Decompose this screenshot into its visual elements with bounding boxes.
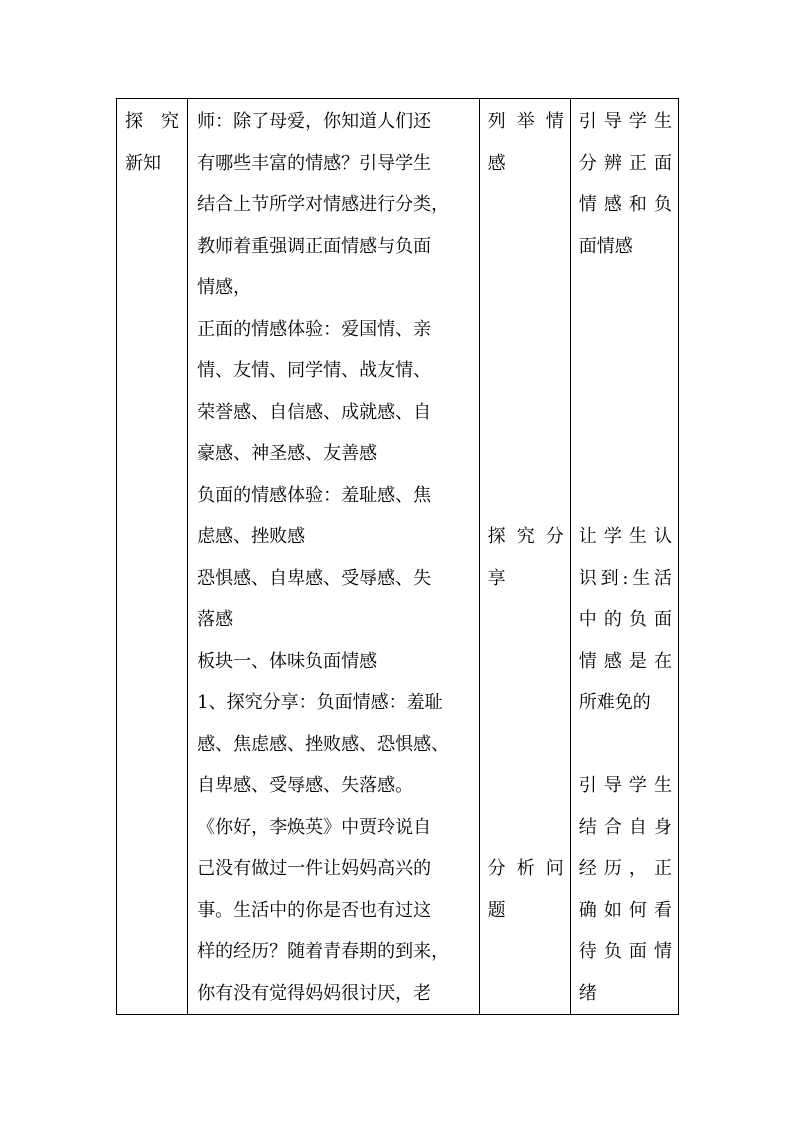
intent-line: 引导学生	[578, 111, 672, 132]
spacer	[488, 807, 564, 849]
teacher-line: 荣誉感、自信感、成就感、自	[197, 401, 432, 423]
teacher-line: 己没有做过一件让妈妈高兴的	[197, 858, 432, 879]
teacher-line: 你有没有觉得妈妈很讨厌，老	[197, 982, 432, 1004]
teacher-line: 1、探究分享：负面情感：羞耻	[197, 692, 443, 713]
teacher-line: 师：除了母爱，你知道人们还	[197, 111, 432, 132]
intent-line: 经历，正	[578, 858, 672, 879]
student-line: 享	[487, 567, 506, 589]
intent-line: 绪	[578, 982, 597, 1004]
teacher-activity-cell	[188, 99, 480, 1015]
teacher-line: 结合上节所学对情感进行分类，	[197, 194, 450, 215]
spacer	[488, 765, 564, 807]
spacer	[488, 599, 564, 641]
spacer	[488, 475, 564, 517]
spacer	[579, 475, 672, 517]
teacher-line: 负面的情感体验：羞耻感、焦	[197, 484, 432, 506]
spacer	[488, 392, 564, 434]
teacher-line: 样的经历？随着青春期的到来，	[197, 941, 450, 962]
spacer	[488, 184, 564, 226]
intent-line: 引导学生	[578, 775, 672, 796]
spacer	[579, 309, 672, 351]
spacer	[579, 267, 672, 309]
spacer	[488, 309, 564, 351]
spacer	[488, 226, 564, 268]
teacher-line: 自卑感、受辱感、失落感。	[197, 775, 414, 796]
intent-line: 让学生认	[578, 526, 672, 547]
design-intent-cell	[570, 99, 678, 1015]
teacher-line: 恐惧感、自卑感、受辱感、失	[197, 567, 432, 589]
spacer	[488, 267, 564, 309]
section-line: 新知	[125, 152, 161, 174]
spacer	[579, 392, 672, 434]
teacher-line: 虑感、挫败感	[197, 526, 306, 547]
intent-line: 面情感	[578, 235, 633, 257]
teacher-line: 教师着重强调正面情感与负面	[197, 235, 432, 257]
intent-line: 待负面情	[578, 941, 672, 962]
intent-line: 分辨正面	[578, 152, 672, 174]
teacher-line: 事。生活中的你是否也有过这	[197, 899, 432, 921]
student-line: 感	[487, 152, 506, 174]
spacer	[488, 641, 564, 683]
intent-line: 确如何看	[578, 899, 672, 921]
student-line: 探究分	[487, 526, 564, 547]
section-cell	[117, 99, 188, 1015]
spacer	[488, 724, 564, 766]
student-line: 题	[487, 899, 506, 921]
teacher-line: 板块一、体味负面情感	[197, 650, 378, 672]
student-line: 分析问	[487, 858, 564, 879]
teacher-line: 情、友情、同学情、战友情、	[197, 360, 432, 381]
intent-line: 结合自身	[578, 816, 672, 838]
teacher-line: 《你好，李焕英》中贾玲说自	[197, 816, 432, 838]
lesson-plan-table	[116, 98, 679, 1015]
teacher-line: 正面的情感体验：爱国情、亲	[197, 318, 432, 340]
teacher-line: 落感	[197, 609, 234, 630]
teacher-line: 有哪些丰富的情感？引导学生	[197, 152, 432, 174]
student-line: 列举情	[487, 111, 564, 132]
intent-line: 情感和负	[578, 194, 672, 215]
teacher-line: 感、焦虑感、挫败感、恐惧感、	[197, 733, 450, 755]
student-activity-cell	[479, 99, 570, 1015]
intent-line: 情感是在	[578, 650, 672, 672]
spacer	[488, 350, 564, 392]
intent-line: 所难免的	[578, 692, 651, 713]
intent-line: 识到:生活	[578, 567, 672, 589]
teacher-line: 豪感、神圣感、友善感	[197, 443, 378, 464]
spacer	[488, 682, 564, 724]
spacer	[579, 724, 672, 766]
teacher-line: 情感，	[197, 277, 252, 298]
spacer	[579, 433, 672, 475]
section-line: 探 究	[125, 111, 179, 132]
intent-line: 中的负面	[578, 609, 672, 630]
spacer	[579, 350, 672, 392]
table-row	[117, 99, 679, 1015]
spacer	[488, 433, 564, 475]
